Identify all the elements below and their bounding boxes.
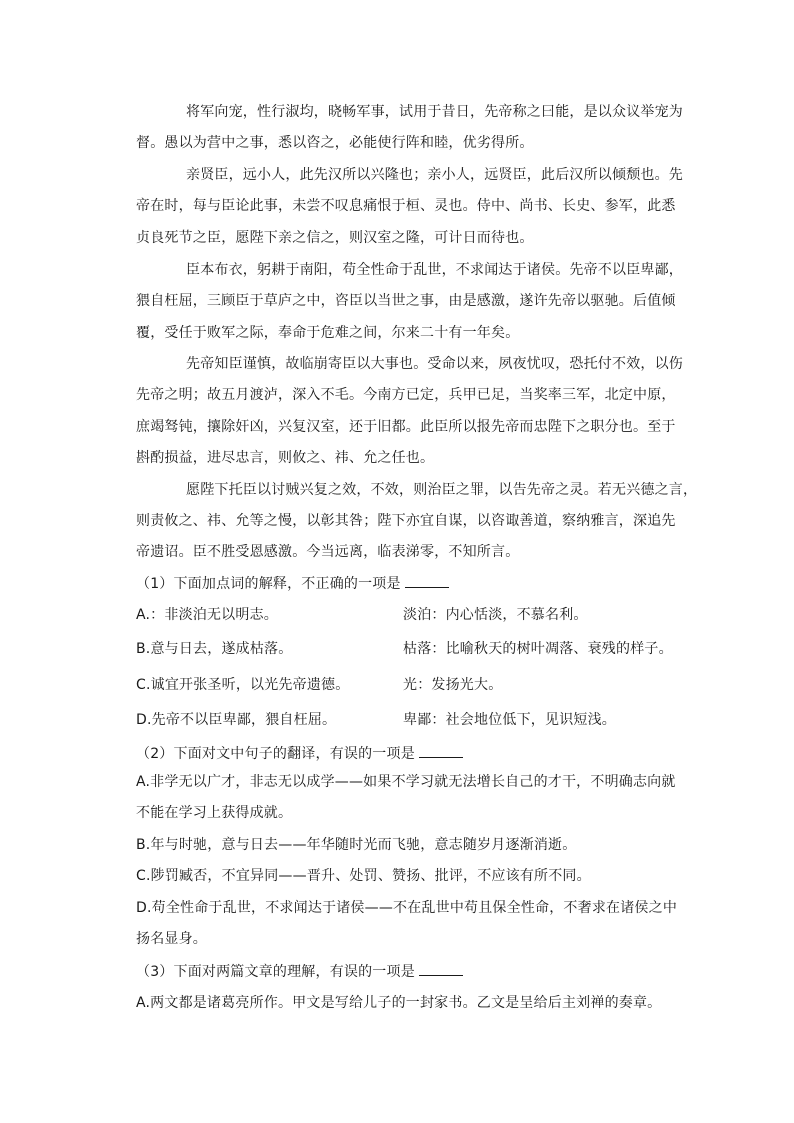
answer-blank[interactable] bbox=[419, 744, 463, 758]
q1-option-c: C.诚宜开张圣听，以光先帝遗德。 bbox=[136, 677, 350, 693]
passage-line: 帝在时，每与臣论此事，未尝不叹息痛恨于桓、灵也。侍中、尚书、长史、参军，此悉 bbox=[136, 198, 676, 214]
passage-line: 亲贤臣，远小人，此先汉所以兴隆也；亲小人，远贤臣，此后汉所以倾颓也。先 bbox=[186, 167, 683, 183]
passage-line: 臣本布衣，躬耕于南阳，苟全性命于乱世，不求闻达于诸侯。先帝不以臣卑鄙， bbox=[186, 262, 683, 278]
q2-option-line: 不能在学习上获得成就。 bbox=[136, 805, 293, 821]
passage-line: 贞良死节之臣，愿陛下亲之信之，则汉室之隆，可计日而待也。 bbox=[136, 230, 534, 246]
q1-option-a: A.：非淡泊无以明志。 bbox=[136, 607, 278, 623]
answer-blank[interactable] bbox=[419, 962, 463, 976]
q3-option-line: A.两文都是诸葛亮所作。甲文是写给儿子的一封家书。乙文是呈给后主刘禅的奏章。 bbox=[136, 995, 662, 1011]
q1-option-b: B.意与日去，遂成枯落。 bbox=[136, 641, 293, 657]
q1-option-a-explanation: 淡泊：内心恬淡，不慕名利。 bbox=[403, 607, 588, 623]
passage-line: 将军向宠，性行淑均，晓畅军事，试用于昔日，先帝称之曰能，是以众议举宠为 bbox=[186, 104, 683, 120]
passage-line: 愿陛下托臣以讨贼兴复之效，不效，则治臣之罪，以告先帝之灵。若无兴德之言， bbox=[186, 482, 698, 498]
q1-option-c-explanation: 光：发扬光大。 bbox=[403, 677, 503, 693]
passage-line: 庶竭驽钝，攘除奸凶，兴复汉室，还于旧都。此臣所以报先帝而忠陛下之职分也。至于 bbox=[136, 419, 676, 435]
q2-option-line: C.陟罚臧否，不宜异同——晋升、处罚、赞扬、批评，不应该有所不同。 bbox=[136, 868, 591, 884]
q2-option-line: A.非学无以广才，非志无以成学——如果不学习就无法增长自己的才干，不明确志向就 bbox=[136, 774, 676, 790]
passage-line: 斟酌损益，进尽忠言，则攸之、祎、允之任也。 bbox=[136, 450, 435, 466]
passage-line: 督。愚以为营中之事，悉以咨之，必能使行阵和睦，优劣得所。 bbox=[136, 135, 534, 151]
question-1-stem-text: （1）下面加点词的解释，不正确的一项是 bbox=[136, 576, 401, 592]
passage-line: 覆，受任于败军之际，奉命于危难之间，尔来二十有一年矣。 bbox=[136, 325, 520, 341]
question-2-stem-text: （2）下面对文中句子的翻译，有误的一项是 bbox=[136, 746, 415, 762]
q1-option-d-explanation: 卑鄙：社会地位低下，见识短浅。 bbox=[403, 712, 616, 728]
passage-line: 猥自枉屈，三顾臣于草庐之中，咨臣以当世之事，由是感激，遂许先帝以驱驰。后值倾 bbox=[136, 293, 676, 309]
passage-line: 先帝知臣谨慎，故临崩寄臣以大事也。受命以来，夙夜忧叹，恐托付不效，以伤 bbox=[186, 356, 683, 372]
q2-option-line: B.年与时驰，意与日去——年华随时光而飞驰，意志随岁月逐渐消逝。 bbox=[136, 837, 577, 853]
passage-line: 则责攸之、祎、允等之慢，以彰其咎；陛下亦宜自谋，以咨诹善道，察纳雅言，深追先 bbox=[136, 513, 676, 529]
question-1-stem bbox=[136, 574, 449, 593]
q2-option-line: D.苟全性命于乱世，不求闻达于诸侯——不在乱世中苟且保全性命，不奢求在诸侯之中 bbox=[136, 900, 678, 916]
answer-blank[interactable] bbox=[405, 574, 449, 588]
question-2-stem bbox=[136, 744, 463, 763]
question-3-stem-text: （3）下面对两篇文章的理解，有误的一项是 bbox=[136, 964, 415, 980]
q2-option-line: 扬名显身。 bbox=[136, 931, 207, 947]
q1-option-b-explanation: 枯落：比喻秋天的树叶凋落、衰残的样子。 bbox=[403, 641, 673, 657]
q1-option-d: D.先帝不以臣卑鄙，猥自枉屈。 bbox=[136, 712, 337, 728]
passage-line: 先帝之明；故五月渡泸，深入不毛。今南方已定，兵甲已足，当奖率三军，北定中原， bbox=[136, 387, 676, 403]
question-3-stem bbox=[136, 962, 463, 981]
passage-line: 帝遗诏。臣不胜受恩感激。今当远离，临表涕零，不知所言。 bbox=[136, 544, 520, 560]
